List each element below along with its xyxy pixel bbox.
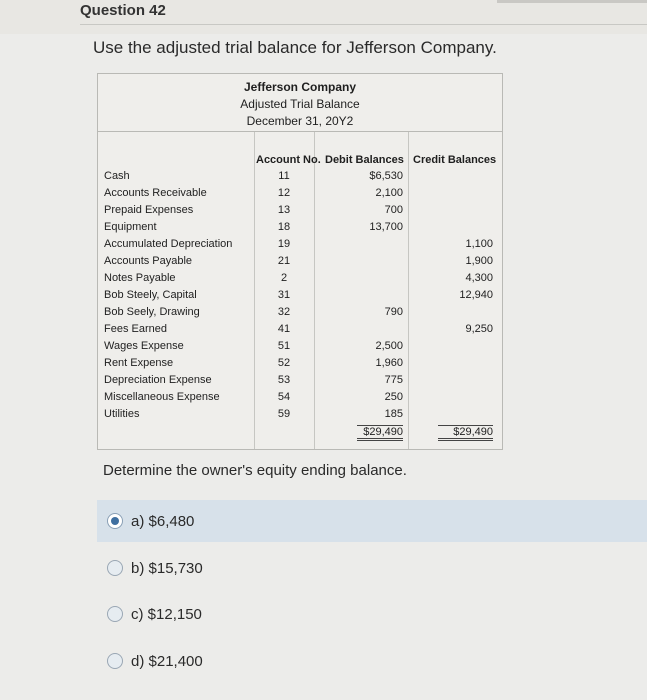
account-number: 12 [277, 187, 291, 199]
answer-option-c[interactable] [97, 593, 637, 635]
account-name: Accumulated Depreciation [104, 238, 233, 250]
table-row [98, 220, 502, 237]
table-row [98, 339, 502, 356]
credit-balance: 1,100 [465, 238, 493, 250]
table-row [98, 356, 502, 373]
account-name: Bob Steely, Capital [104, 289, 197, 301]
account-name: Rent Expense [104, 357, 174, 369]
answer-option-label: c) $12,150 [131, 605, 202, 623]
table-row [98, 373, 502, 390]
header-divider [80, 24, 647, 25]
table-row [98, 288, 502, 305]
answer-option-d[interactable] [97, 640, 637, 682]
radio-selected-icon[interactable] [107, 513, 123, 529]
account-number: 54 [277, 391, 291, 403]
debit-balance: 250 [384, 391, 403, 403]
table-row [98, 322, 502, 339]
answer-option-label: b) $15,730 [131, 559, 203, 577]
question-header: Question 42 [80, 2, 166, 19]
debit-balance: 775 [384, 374, 403, 386]
answer-option-a[interactable] [97, 500, 647, 542]
account-number: 31 [277, 289, 291, 301]
table-row [98, 169, 502, 186]
account-name: Bob Seely, Drawing [104, 306, 200, 318]
column-header-account-no: Account No. [256, 154, 321, 166]
account-number: 18 [277, 221, 291, 233]
debit-balance: 1,960 [375, 357, 403, 369]
table-row [98, 186, 502, 203]
totals-row [98, 424, 502, 441]
account-name: Wages Expense [104, 340, 184, 352]
column-header-credit: Credit Balances [413, 154, 497, 166]
account-name: Accounts Payable [104, 255, 193, 267]
debit-balance: 790 [384, 306, 403, 318]
question-prompt: Use the adjusted trial balance for Jefferson Company. [93, 38, 497, 57]
account-number: 32 [277, 306, 291, 318]
table-row [98, 237, 502, 254]
table-row [98, 271, 502, 288]
account-number: 41 [277, 323, 291, 335]
account-number: 13 [277, 204, 291, 216]
account-name: Accounts Receivable [104, 187, 207, 199]
table-row [98, 407, 502, 424]
table-row [98, 203, 502, 220]
account-name: Fees Earned [104, 323, 167, 335]
account-number: 53 [277, 374, 291, 386]
account-number: 21 [277, 255, 291, 267]
table-row [98, 390, 502, 407]
question-followup: Determine the owner's equity ending balance. [103, 462, 407, 479]
credit-total: $29,490 [438, 425, 493, 441]
account-name: Depreciation Expense [104, 374, 212, 386]
credit-balance: 9,250 [465, 323, 493, 335]
table-row [98, 254, 502, 271]
table-row [98, 305, 502, 322]
credit-balance: 4,300 [465, 272, 493, 284]
account-number: 2 [280, 272, 288, 284]
statement-title: Adjusted Trial Balance [240, 97, 360, 111]
debit-balance: 2,500 [375, 340, 403, 352]
debit-balance: $6,530 [369, 170, 403, 182]
credit-balance: 12,940 [459, 289, 493, 301]
answer-option-label: a) $6,480 [131, 512, 195, 530]
radio-icon[interactable] [107, 560, 123, 576]
account-number: 11 [278, 170, 290, 182]
account-name: Notes Payable [104, 272, 176, 284]
company-name: Jefferson Company [243, 80, 357, 94]
account-number: 51 [277, 340, 291, 352]
account-number: 59 [277, 408, 291, 420]
radio-icon[interactable] [107, 653, 123, 669]
table-body [98, 169, 502, 424]
account-name: Miscellaneous Expense [104, 391, 220, 403]
debit-balance: 700 [384, 204, 403, 216]
account-name: Prepaid Expenses [104, 204, 194, 216]
debit-balance: 185 [384, 408, 403, 420]
column-header-debit: Debit Balances [325, 154, 404, 166]
account-number: 52 [277, 357, 291, 369]
table-header-divider [98, 131, 502, 132]
account-name: Cash [104, 170, 130, 182]
trial-balance-table [97, 73, 503, 450]
debit-total: $29,490 [357, 425, 403, 441]
debit-balance: 2,100 [375, 187, 403, 199]
account-name: Equipment [104, 221, 157, 233]
radio-icon[interactable] [107, 606, 123, 622]
answer-option-b[interactable] [97, 547, 637, 589]
answer-option-label: d) $21,400 [131, 652, 203, 670]
statement-date: December 31, 20Y2 [246, 114, 354, 128]
top-bar-strip [497, 0, 647, 3]
account-number: 19 [277, 238, 291, 250]
account-name: Utilities [104, 408, 140, 420]
debit-balance: 13,700 [369, 221, 403, 233]
credit-balance: 1,900 [465, 255, 493, 267]
